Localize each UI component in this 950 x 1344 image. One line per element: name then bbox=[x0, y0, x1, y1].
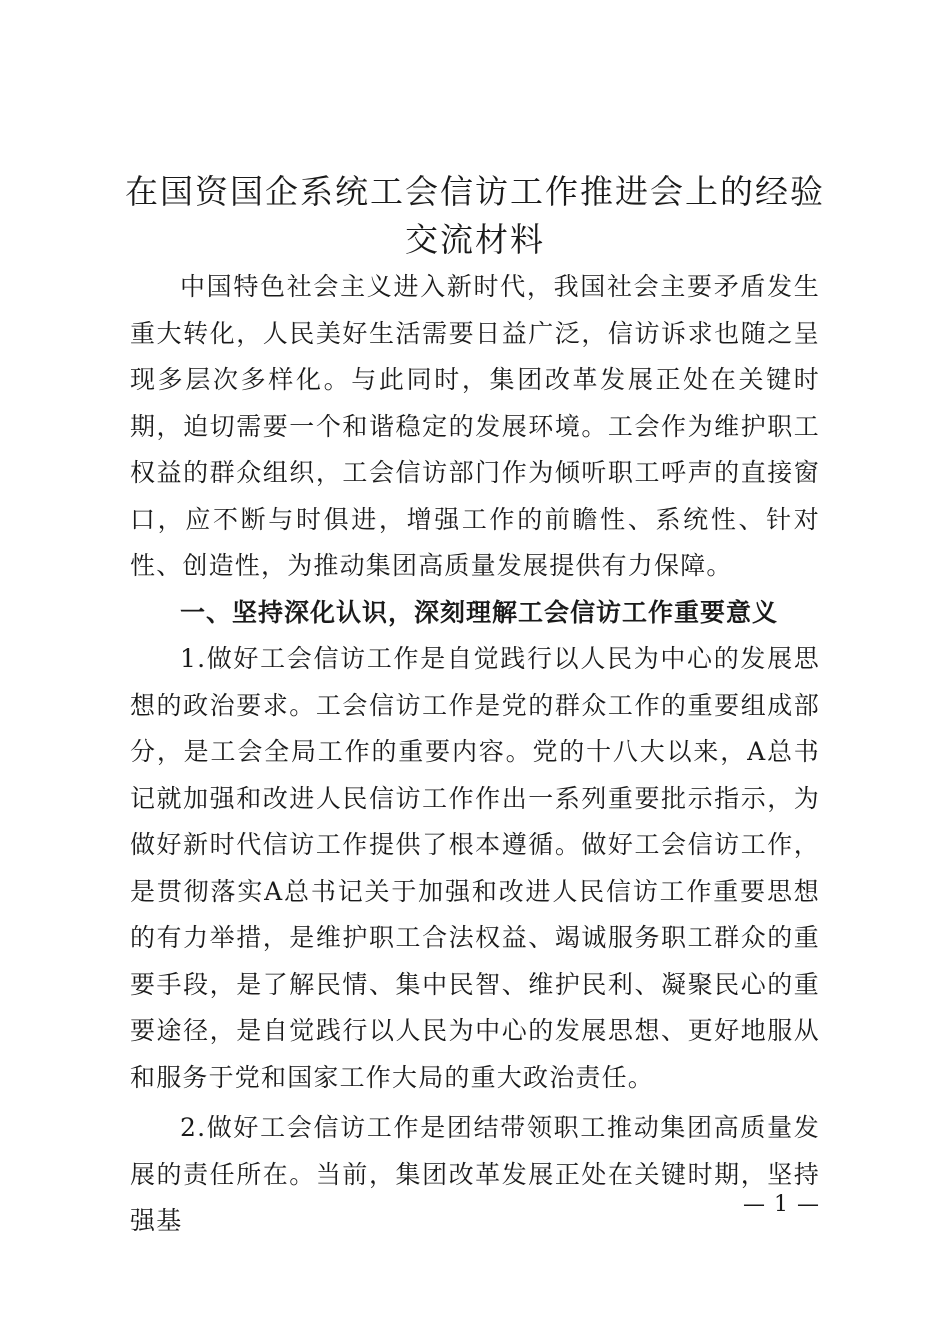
page-number: — 1 — bbox=[743, 1192, 820, 1217]
section-1-heading: 一、坚持深化认识，深刻理解工会信访工作重要意义 bbox=[180, 597, 779, 627]
document-body bbox=[130, 264, 820, 1245]
title-line-1: 在国资国企系统工会信访工作推进会上的经验 bbox=[125, 172, 825, 211]
section-1-paragraph-2: 2.做好工会信访工作是团结带领职工推动集团高质量发展的责任所在。当前，集团改革发展正处在关键时期，坚持强基 bbox=[130, 1113, 820, 1235]
section-1-paragraph-1: 1.做好工会信访工作是自觉践行以人民为中心的发展思想的政治要求。工会信访工作是党的群众工作的重要组成部分，是工会全局工作的重要内容。党的十八大以来，A总书记就加强和改进人民信访工作作出一系列重要批示指示，为做好新时代信访工作提供了根本遵循。做好工会信访工作，是贯彻落实A总书记关于加强和改进人民信访工作重要思想的有力举措，是维护职工合法权益、竭诚服务职工群众的重要手段，是了解民情、集中民智、维护民利、凝聚民心的重要途径，是自觉践行以人民为中心的发展思想、更好地服从和服务于党和国家工作大局的重大政治责任。 bbox=[130, 644, 820, 1092]
intro-paragraph: 中国特色社会主义进入新时代，我国社会主要矛盾发生重大转化，人民美好生活需要日益广泛，信访诉求也随之呈现多层次多样化。与此同时，集团改革发展正处在关键时期，迫切需要一个和谐稳定的发展环境。工会作为维护职工权益的群众组织，工会信访部门作为倾听职工呼声的直接窗口，应不断与时俱进，增强工作的前瞻性、系统性、针对性、创造性，为推动集团高质量发展提供有力保障。 bbox=[130, 272, 820, 580]
title-line-2: 交流材料 bbox=[405, 220, 545, 259]
document-title bbox=[120, 168, 830, 264]
